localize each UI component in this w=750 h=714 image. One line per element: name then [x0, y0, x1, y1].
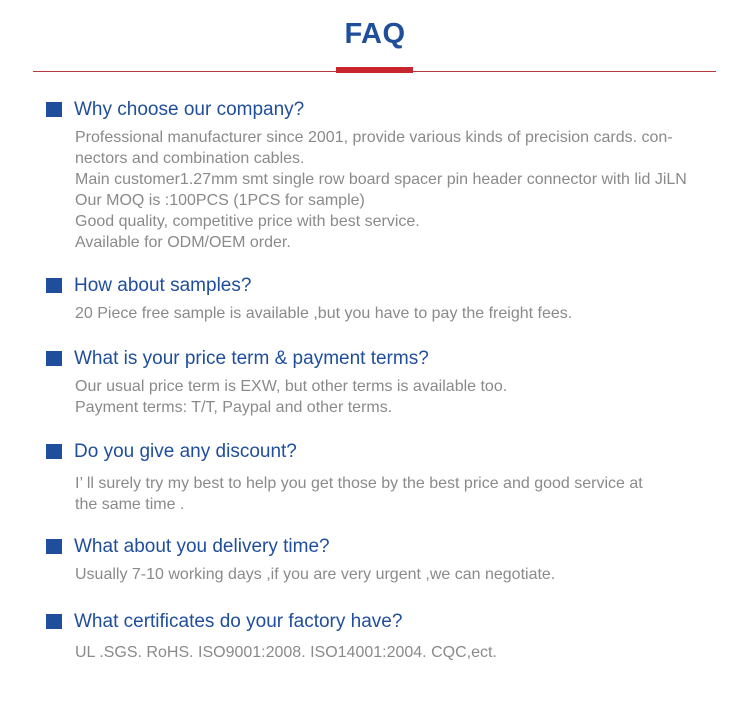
- faq-item: [46, 346, 720, 418]
- faq-question-row: [46, 609, 720, 635]
- answer-line: 20 Piece free sample is available ,but you have to pay the freight fees.: [75, 305, 573, 322]
- faq-answer: [75, 564, 720, 585]
- answer-line: UL .SGS. RoHS. ISO9001:2008. ISO14001:2004. CQC,ect.: [75, 644, 497, 661]
- faq-item: [46, 439, 720, 515]
- square-bullet-icon: [46, 539, 62, 554]
- answer-line: Usually 7-10 working days ,if you are very urgent ,we can negotiate.: [75, 566, 556, 583]
- faq-item: [46, 97, 720, 253]
- faq-question-row: [46, 97, 720, 123]
- answer-line: the same time .: [75, 496, 185, 513]
- faq-question: What is your price term & payment terms?: [74, 348, 429, 369]
- faq-answer: [75, 473, 720, 515]
- faq-item: [46, 609, 720, 663]
- answer-line: Our MOQ is :100PCS (1PCS for sample): [75, 192, 365, 209]
- faq-question: Do you give any discount?: [74, 441, 297, 462]
- faq-question-row: [46, 346, 720, 372]
- faq-item: [46, 273, 720, 324]
- faq-answer: [75, 303, 720, 324]
- answer-line: Main customer1.27mm smt single row board spacer pin header connector with lid JiLN: [75, 171, 687, 188]
- faq-question: What certificates do your factory have?: [74, 611, 403, 632]
- answer-line: Available for ODM/OEM order.: [75, 234, 291, 251]
- title-accent-bar: [336, 67, 413, 73]
- faq-answer: [75, 376, 720, 418]
- faq-question-row: [46, 534, 720, 560]
- page-title: FAQ: [344, 18, 406, 50]
- square-bullet-icon: [46, 351, 62, 366]
- faq-question: How about samples?: [74, 275, 252, 296]
- answer-line: Professional manufacturer since 2001, provide various kinds of precision cards. con-: [75, 129, 673, 146]
- faq-question: What about you delivery time?: [74, 536, 330, 557]
- answer-line: Good quality, competitive price with best service.: [75, 213, 420, 230]
- answer-line: nectors and combination cables.: [75, 150, 305, 167]
- answer-line: Payment terms: T/T, Paypal and other terms.: [75, 399, 393, 416]
- faq-question-row: [46, 439, 720, 465]
- faq-item: [46, 534, 720, 585]
- answer-line: Our usual price term is EXW, but other terms is available too.: [75, 378, 508, 395]
- square-bullet-icon: [46, 102, 62, 117]
- square-bullet-icon: [46, 444, 62, 459]
- faq-question-row: [46, 273, 720, 299]
- faq-answer: [75, 642, 720, 663]
- square-bullet-icon: [46, 278, 62, 293]
- faq-question: Why choose our company?: [74, 99, 305, 120]
- square-bullet-icon: [46, 614, 62, 629]
- answer-line: I’ ll surely try my best to help you get those by the best price and good service at: [75, 475, 643, 492]
- faq-answer: [75, 127, 720, 253]
